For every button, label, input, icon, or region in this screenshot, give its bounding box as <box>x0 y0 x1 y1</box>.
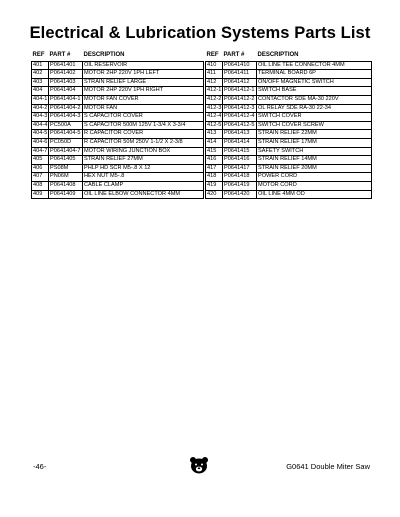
description-cell: OIL LINE 4MM OD <box>257 190 372 199</box>
table-row <box>32 95 204 104</box>
table-row <box>32 173 204 182</box>
description-cell: MOTOR FAN <box>83 104 204 113</box>
parts-rows-left <box>32 61 204 199</box>
part-number-cell: P0641401 <box>49 61 83 70</box>
ref-cell: 403 <box>32 78 49 87</box>
ref-cell: 408 <box>32 181 49 190</box>
ref-cell: 415 <box>206 147 223 156</box>
ref-cell: 407 <box>32 173 49 182</box>
table-row <box>206 156 372 165</box>
ref-cell: 412-5 <box>206 121 223 130</box>
part-number-cell: P0641420 <box>223 190 257 199</box>
ref-cell: 412-4 <box>206 113 223 122</box>
table-row <box>32 164 204 173</box>
ref-cell: 420 <box>206 190 223 199</box>
ref-cell: 404-7 <box>32 147 49 156</box>
header-ref: REF <box>32 52 45 58</box>
table-row <box>206 190 372 199</box>
description-cell: MOTOR 2HP 220V 1PH LEFT <box>83 70 204 79</box>
ref-cell: 412-2 <box>206 95 223 104</box>
part-number-cell: PC050D <box>49 138 83 147</box>
ref-cell: 405 <box>32 156 49 165</box>
header-part: PART # <box>49 52 71 58</box>
table-row <box>206 87 372 96</box>
description-cell: STRAIN RELIEF LARGE <box>83 78 204 87</box>
table-row <box>32 181 204 190</box>
part-number-cell: P0641415 <box>223 147 257 156</box>
ref-cell: 419 <box>206 181 223 190</box>
table-row <box>206 78 372 87</box>
part-number-cell: P0641402 <box>49 70 83 79</box>
model-name: G0641 Double Miter Saw <box>286 462 370 471</box>
ref-cell: 404-2 <box>32 104 49 113</box>
ref-cell: 412-3 <box>206 104 223 113</box>
part-number-cell: P0641409 <box>49 190 83 199</box>
description-cell: S CAPACITOR COVER <box>83 113 204 122</box>
header-part: PART # <box>223 52 245 58</box>
ref-cell: 413 <box>206 130 223 139</box>
table-row <box>206 181 372 190</box>
part-number-cell: P0641412-2 <box>223 95 257 104</box>
table-row <box>32 113 204 122</box>
ref-cell: 412-1 <box>206 87 223 96</box>
table-row <box>206 61 372 70</box>
part-number-cell: P0641408 <box>49 181 83 190</box>
ref-cell: 404-1 <box>32 95 49 104</box>
description-cell: S CAPACITOR 500M 125V 1-3/4 X 3-3/4 <box>83 121 204 130</box>
ref-cell: 401 <box>32 61 49 70</box>
table-row <box>206 164 372 173</box>
description-cell: CONTACTOR SDE MA-30 220V <box>257 95 372 104</box>
ref-cell: 404-6 <box>32 138 49 147</box>
header-description: DESCRIPTION <box>83 52 125 58</box>
table-row <box>206 147 372 156</box>
description-cell: MOTOR FAN COVER <box>83 95 204 104</box>
table-row <box>206 121 372 130</box>
description-cell: STRAIN RELIEF 17MM <box>257 138 372 147</box>
description-cell: CABLE CLAMP <box>83 181 204 190</box>
part-number-cell: P0641404-3 <box>49 113 83 122</box>
part-number-cell: P0641412-4 <box>223 113 257 122</box>
table-row <box>206 113 372 122</box>
part-number-cell: PN06M <box>49 173 83 182</box>
description-cell: ON/OFF MAGNETIC SWITCH <box>257 78 372 87</box>
table-row <box>206 70 372 79</box>
description-cell: MOTOR WIRING JUNCTION BOX <box>83 147 204 156</box>
part-number-cell: P0641403 <box>49 78 83 87</box>
description-cell: STRAIN RELIEF 14MM <box>257 156 372 165</box>
part-number-cell: P0641412-5 <box>223 121 257 130</box>
description-cell: OIL RESERVOIR <box>83 61 204 70</box>
description-cell: OIL LINE TEE CONNECTOR 4MM <box>257 61 372 70</box>
bear-logo-icon <box>189 456 209 474</box>
part-number-cell: P0641419 <box>223 181 257 190</box>
table-row <box>206 173 372 182</box>
description-cell: R CAPACITOR COVER <box>83 130 204 139</box>
part-number-cell: P0641412-3 <box>223 104 257 113</box>
description-cell: SWITCH BASE <box>257 87 372 96</box>
table-row <box>32 121 204 130</box>
ref-cell: 406 <box>32 164 49 173</box>
part-number-cell: P0641404-2 <box>49 104 83 113</box>
ref-cell: 404 <box>32 87 49 96</box>
header-ref: REF <box>206 52 219 58</box>
description-cell: STRAIN RELIEF 22MM <box>257 130 372 139</box>
ref-cell: 404-5 <box>32 130 49 139</box>
description-cell: HEX NUT M5-.8 <box>83 173 204 182</box>
part-number-cell: P0641416 <box>223 156 257 165</box>
table-row <box>32 104 204 113</box>
page-number: -46- <box>33 462 47 471</box>
table-header-row <box>206 52 372 61</box>
parts-table-right <box>205 52 372 199</box>
table-row <box>206 130 372 139</box>
part-number-cell: PS08M <box>49 164 83 173</box>
description-cell: OIL LINE ELBOW CONNECTOR 4MM <box>83 190 204 199</box>
ref-cell: 414 <box>206 138 223 147</box>
table-row <box>32 156 204 165</box>
table-row <box>32 70 204 79</box>
ref-cell: 402 <box>32 70 49 79</box>
ref-cell: 409 <box>32 190 49 199</box>
part-number-cell: P0641404-7 <box>49 147 83 156</box>
part-number-cell: PC500A <box>49 121 83 130</box>
table-row <box>206 95 372 104</box>
description-cell: POWER CORD <box>257 173 372 182</box>
table-row <box>32 78 204 87</box>
part-number-cell: P0641413 <box>223 130 257 139</box>
table-header-row <box>32 52 204 61</box>
table-row <box>206 104 372 113</box>
description-cell: SWITCH COVER <box>257 113 372 122</box>
table-row <box>32 138 204 147</box>
description-cell: PHLP HD SCR M5-.8 X 12 <box>83 164 204 173</box>
table-row <box>206 138 372 147</box>
parts-rows-right <box>206 61 372 199</box>
description-cell: R CAPACITOR 50M 250V 1-1/2 X 2-3/8 <box>83 138 204 147</box>
ref-cell: 404-3 <box>32 113 49 122</box>
ref-cell: 404-4 <box>32 121 49 130</box>
description-cell: MOTOR CORD <box>257 181 372 190</box>
ref-cell: 417 <box>206 164 223 173</box>
part-number-cell: P0641411 <box>223 70 257 79</box>
description-cell: OL RELAY SDE RA-30 22-34 <box>257 104 372 113</box>
table-row <box>32 190 204 199</box>
part-number-cell: P0641404-1 <box>49 95 83 104</box>
part-number-cell: P0641412-1 <box>223 87 257 96</box>
description-cell: STRAIN RELIEF 20MM <box>257 164 372 173</box>
parts-table-left <box>31 52 204 199</box>
part-number-cell: P0641404-5 <box>49 130 83 139</box>
part-number-cell: P0641417 <box>223 164 257 173</box>
description-cell: MOTOR 2HP 220V 1PH RIGHT <box>83 87 204 96</box>
part-number-cell: P0641405 <box>49 156 83 165</box>
description-cell: SAFETY SWITCH <box>257 147 372 156</box>
description-cell: STRAIN RELIEF 27MM <box>83 156 204 165</box>
part-number-cell: P0641418 <box>223 173 257 182</box>
ref-cell: 410 <box>206 61 223 70</box>
table-row <box>32 147 204 156</box>
description-cell: SWITCH COVER SCREW <box>257 121 372 130</box>
ref-cell: 412 <box>206 78 223 87</box>
description-cell: TERMINAL BOARD 6P <box>257 70 372 79</box>
table-row <box>32 61 204 70</box>
table-row <box>32 130 204 139</box>
ref-cell: 418 <box>206 173 223 182</box>
header-description: DESCRIPTION <box>257 52 299 58</box>
ref-cell: 416 <box>206 156 223 165</box>
part-number-cell: P0641410 <box>223 61 257 70</box>
part-number-cell: P0641414 <box>223 138 257 147</box>
page-title: Electrical & Lubrication Systems Parts List <box>29 24 371 42</box>
table-row <box>32 87 204 96</box>
part-number-cell: P0641412 <box>223 78 257 87</box>
part-number-cell: P0641404 <box>49 87 83 96</box>
ref-cell: 411 <box>206 70 223 79</box>
